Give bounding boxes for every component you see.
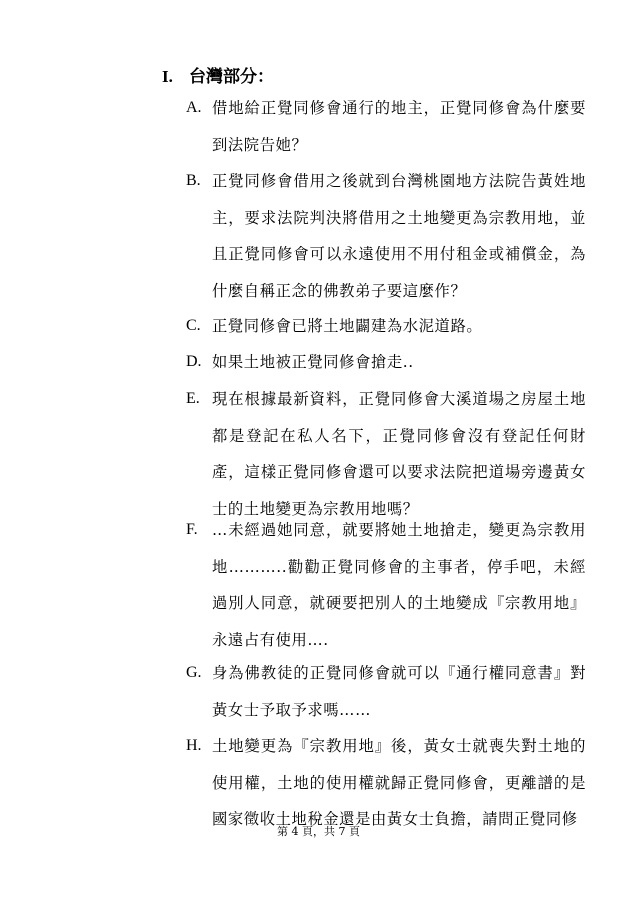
item-text: 借地給正覺同修會通行的地主，正覺同修會為什麼要到法院告她？ (212, 99, 586, 154)
item-letter: A. (186, 99, 202, 116)
list-item-b (186, 163, 586, 309)
item-text: 現在根據最新資料，正覺同修會大溪道場之房屋土地都是登記在私人名下，正覺同修會沒有登記任何財產，這樣正覺同修會還可以要求法院把道場旁邊黃女士的土地變更為宗教用地嗎？ (212, 390, 586, 518)
list-item-e (186, 381, 586, 527)
section-heading (162, 62, 274, 87)
item-text: 正覺同修會借用之後就到台灣桃園地方法院告黃姓地主，要求法院判決將借用之土地變更為宗教用地，並且正覺同修會可以永遠使用不用付租金或補償金，為什麼自稱正念的佛教弟子要這麼作？ (212, 172, 586, 300)
list-item-a (186, 90, 586, 163)
item-letter: B. (186, 172, 201, 189)
list-item-f (186, 512, 586, 658)
list-item-c (186, 308, 586, 345)
section-number: I. (162, 67, 173, 86)
list-item-d (186, 344, 586, 381)
page-footer: 第 4 頁，共 7 頁 (277, 825, 360, 838)
item-text: 正覺同修會已將土地闢建為水泥道路。 (212, 317, 483, 335)
item-letter: E. (186, 390, 200, 407)
item-letter: H. (186, 737, 202, 754)
item-text: 身為佛教徒的正覺同修會就可以『通行權同意書』對黃女士予取予求嗎…… (212, 664, 586, 719)
section-title: 台灣部分： (189, 67, 274, 87)
list-item-h (186, 728, 586, 838)
item-letter: F. (186, 521, 198, 538)
item-letter: G. (186, 664, 202, 681)
item-text: 如果土地被正覺同修會搶走.. (212, 353, 414, 371)
item-text: 土地變更為『宗教用地』後，黃女士就喪失對土地的使用權，土地的使用權就歸正覺同修會，更離譜的是國家徵收土地稅金還是由黃女士負擔，請問正覺同修 (212, 737, 586, 828)
item-letter: C. (186, 317, 201, 334)
item-letter: D. (186, 353, 202, 370)
list-item-g (186, 655, 586, 728)
item-text: …未經過她同意，就要將她土地搶走，變更為宗教用地………..勸勸正覺同修會的主事者，停手吧，未經過別人同意，就硬要把別人的土地變成『宗教用地』永遠占有使用…. (212, 521, 586, 649)
